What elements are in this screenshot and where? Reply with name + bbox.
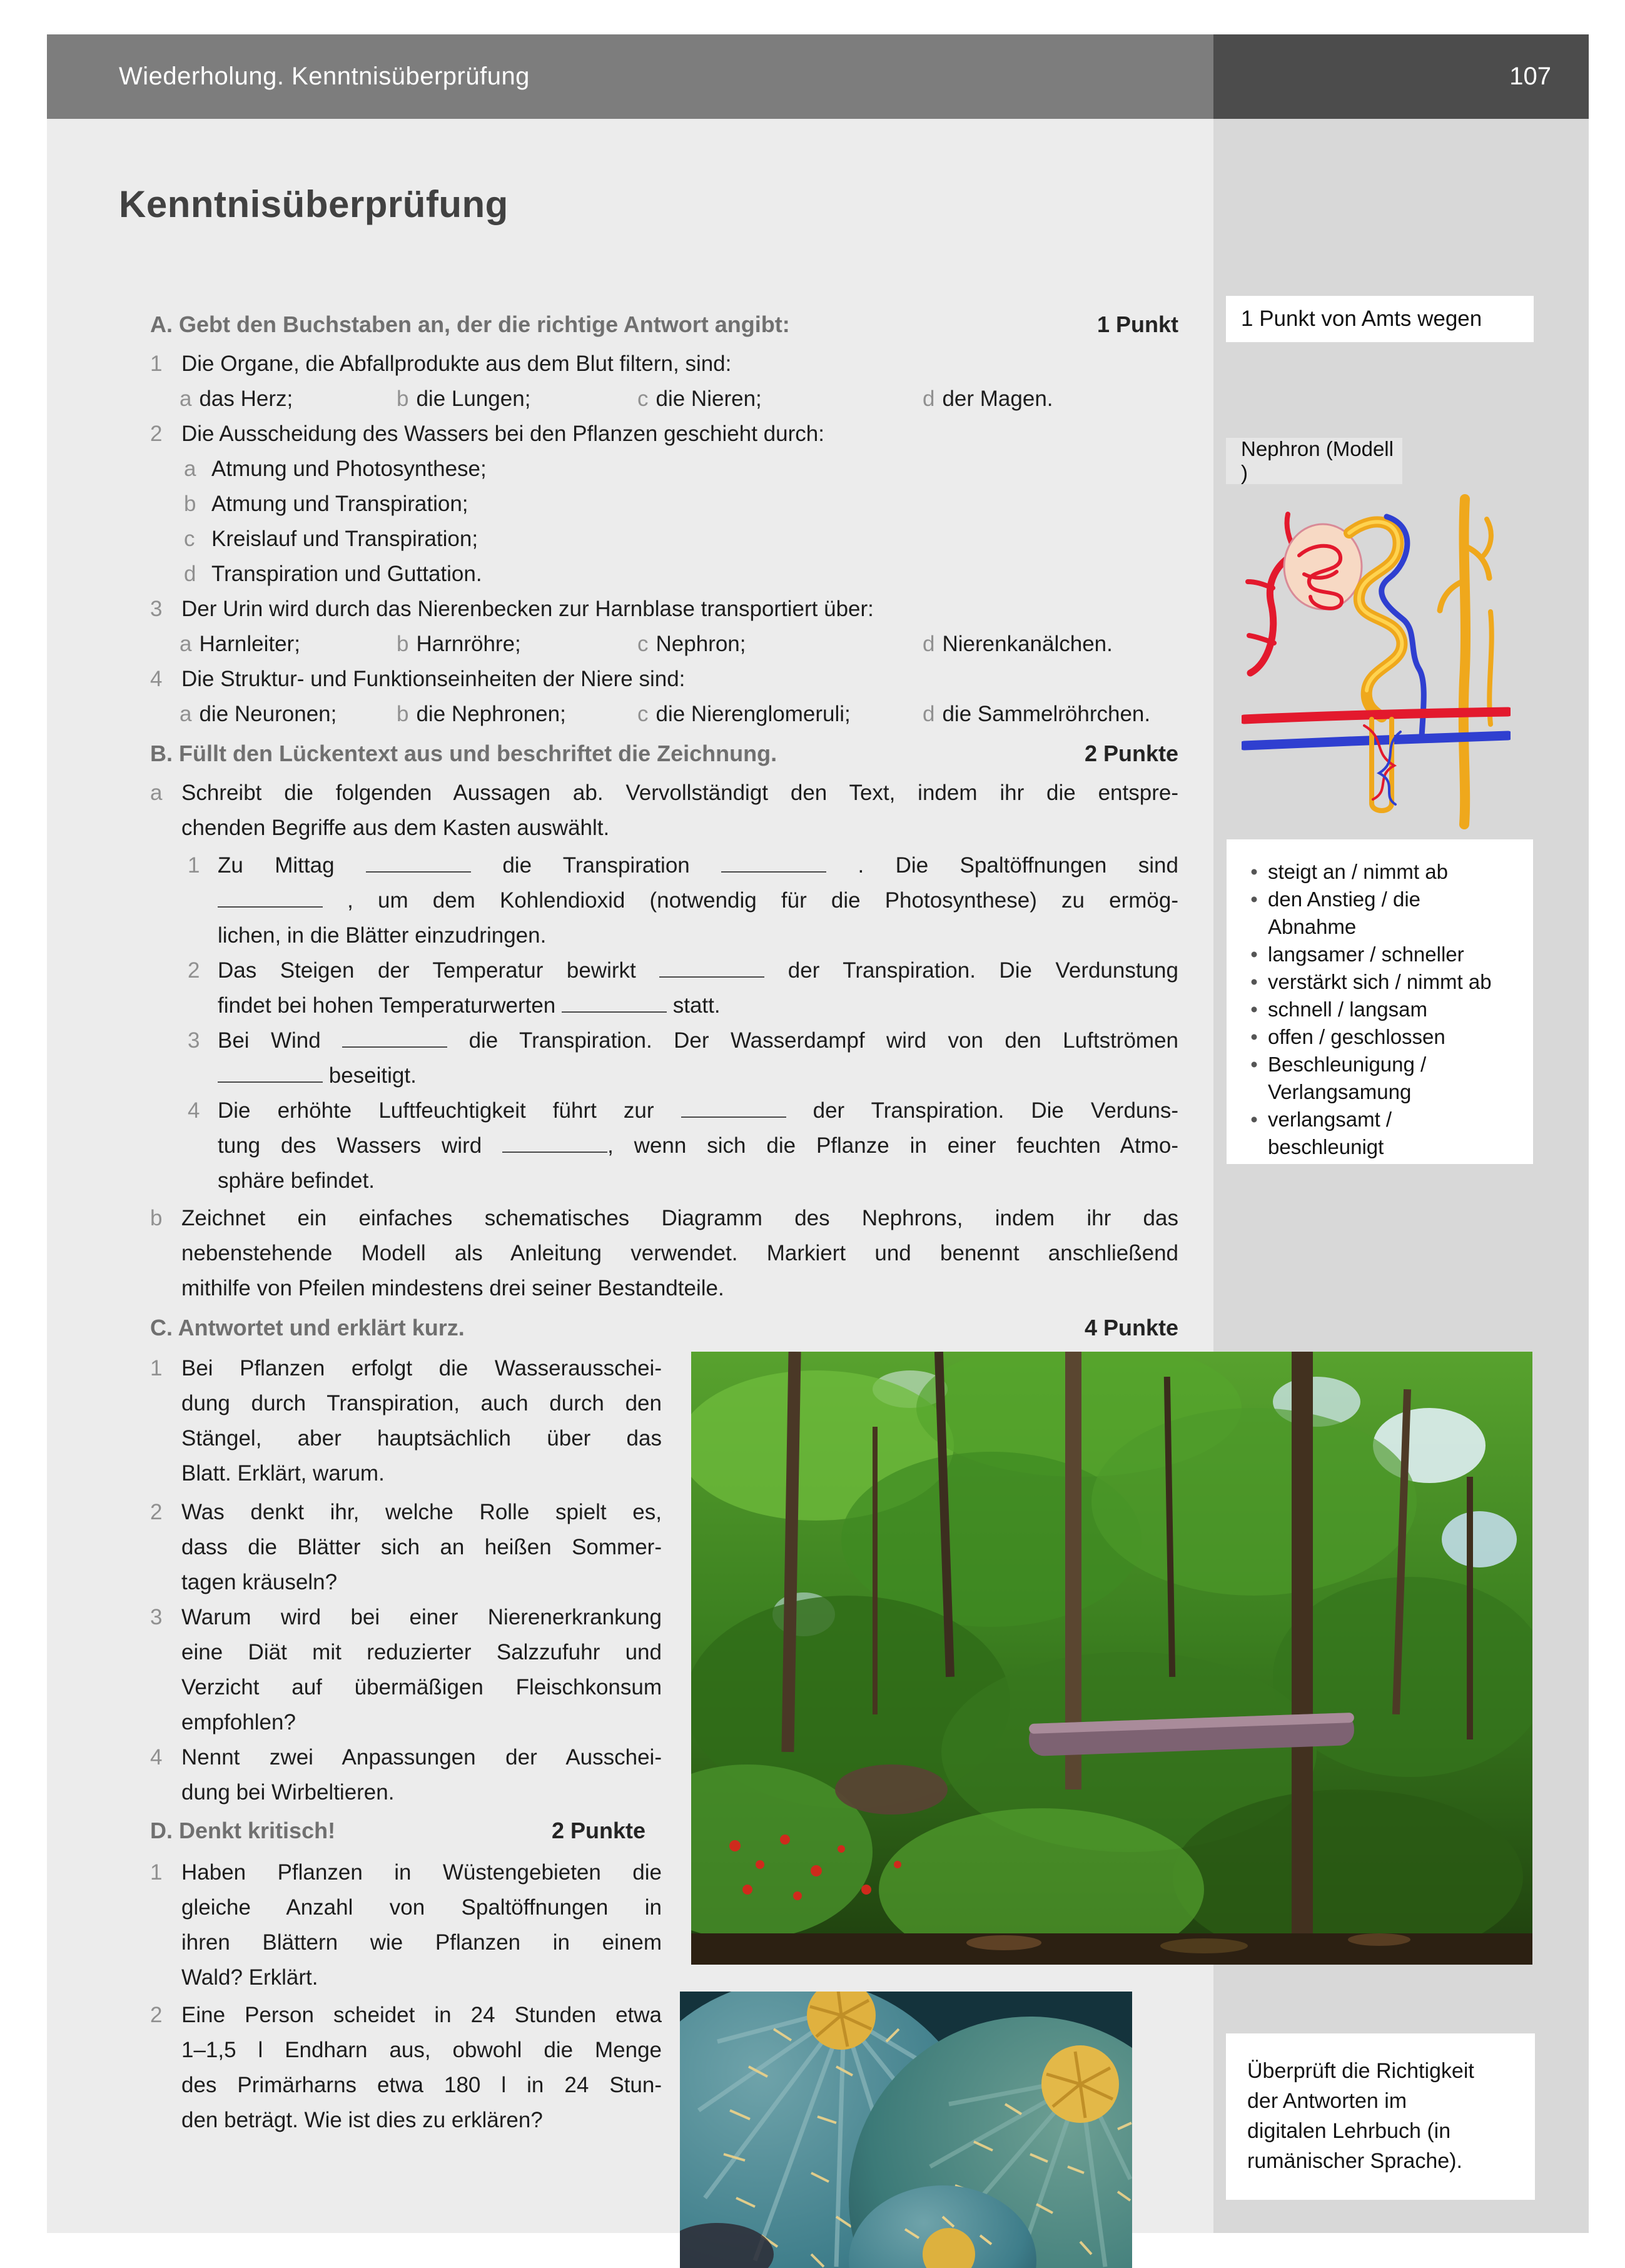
task-b-draw — [150, 1201, 1178, 1306]
digital-check-note — [1226, 2033, 1535, 2200]
question-a1 — [150, 347, 1178, 382]
question-number: 1 — [150, 352, 163, 376]
question-text: Die Struktur- und Funktionseinheiten der Niere sind: — [181, 667, 686, 691]
option-a: a das Herz; — [180, 387, 293, 411]
word-bank-item — [1240, 858, 1521, 886]
question-number: 2 — [150, 422, 163, 446]
item-text — [218, 1023, 1178, 1093]
page-header-band — [47, 34, 1589, 119]
option-marker: c — [637, 632, 649, 656]
fill-in-blank — [218, 1060, 323, 1083]
item-text — [218, 848, 1178, 953]
item-marker: 4 — [188, 1098, 200, 1123]
option-marker: b — [397, 632, 409, 656]
option-marker: d — [184, 562, 196, 586]
option-marker: b — [397, 702, 409, 726]
word-bank-text — [1268, 996, 1427, 1023]
text-line: Verzicht auf übermäßigen Fleischkonsum — [181, 1675, 662, 1699]
text-line: des Primärharns etwa 180 l in 24 Stun- — [181, 2073, 662, 2097]
question-number: 3 — [150, 597, 163, 621]
options-row — [180, 627, 1178, 662]
word-bank-text — [1268, 858, 1448, 886]
text-line: Abnahme — [1268, 915, 1357, 938]
text-line: verstärkt sich / nimmt ab — [1268, 970, 1492, 993]
text-line: rumänischer Sprache). — [1247, 2149, 1462, 2173]
word-bank-item — [1240, 968, 1521, 996]
text-line: digitalen Lehrbuch (in — [1247, 2119, 1451, 2143]
option: c Kreislauf und Transpiration; — [184, 522, 1178, 557]
section-a-points: 1 Punkt — [1096, 311, 1178, 337]
nephron-diagram-svg — [1242, 487, 1511, 829]
section-c-heading: C. Antwortet und erklärt kurz. — [150, 1315, 465, 1340]
nephron-model-label: Nephron (Modell ) — [1226, 438, 1402, 484]
question-a4 — [150, 662, 1178, 697]
word-bank-item — [1240, 1051, 1521, 1106]
item-marker: 2 — [188, 958, 200, 983]
section-b-points: 2 Punkte — [1084, 741, 1178, 766]
fill-in-blank — [562, 990, 667, 1013]
gap-text-item-4 — [150, 1093, 1178, 1198]
word-bank-item — [1240, 1106, 1521, 1161]
question-a4-options — [150, 697, 1178, 732]
option-d: d der Magen. — [923, 387, 1053, 411]
option-b: b die Lungen; — [397, 387, 531, 411]
option-marker: d — [923, 387, 935, 411]
question-a2-option-d — [150, 557, 1178, 592]
option-d: d Nierenkanälchen. — [923, 632, 1113, 656]
option-c: c die Nieren; — [637, 387, 762, 411]
question-number: 1 — [150, 1860, 163, 1885]
fill-in-blank — [502, 1130, 607, 1153]
word-bank-text — [1268, 1051, 1426, 1106]
forest-photo — [691, 1352, 1532, 1965]
text-line: , um dem Kohlendioxid (notwendig für die Photosynthese) zu ermög- — [218, 883, 1178, 918]
question-text: Die Organe, die Abfallprodukte aus dem Blut filtern, sind: — [181, 352, 732, 376]
item-text — [181, 1201, 1178, 1306]
text-line: den beträgt. Wie ist dies zu erklären? — [181, 2108, 543, 2132]
cactus-photo — [680, 1992, 1132, 2268]
option-marker: a — [180, 702, 192, 726]
text-line: Haben Pflanzen in Wüstengebieten die — [181, 1860, 662, 1885]
page-number: 107 — [1509, 63, 1551, 90]
word-bank-text — [1268, 941, 1464, 968]
option-marker: c — [637, 702, 649, 726]
text-line: Stängel, aber hauptsächlich über das — [181, 1426, 662, 1450]
item-text — [218, 1093, 1178, 1198]
bullet-icon: • — [1250, 998, 1258, 1021]
text-line: Zu Mittag die Transpiration . Die Spaltöffnungen sind — [218, 848, 1178, 883]
word-bank-item — [1240, 941, 1521, 968]
text-line: Bei Pflanzen erfolgt die Wasserausschei- — [181, 1356, 662, 1380]
question-text — [181, 1740, 662, 1810]
bullet-icon: • — [1250, 888, 1258, 911]
option-marker: a — [184, 457, 196, 481]
text-line: tung des Wassers wird , wenn sich die Pflanze in einer feuchten Atmo- — [218, 1128, 1178, 1163]
section-d-header — [150, 1818, 645, 1844]
section-d-points: 2 Punkte — [551, 1818, 645, 1843]
text-line: beseitigt. — [218, 1058, 1178, 1093]
text-line: den Anstieg / die — [1268, 888, 1421, 911]
question-a2-option-a — [150, 452, 1178, 487]
breadcrumb: Wiederholung. Kenntnisüberprüfung — [119, 63, 530, 90]
text-line: chenden Begriffe aus dem Kasten auswählt. — [181, 816, 610, 840]
question-text: Der Urin wird durch das Nierenbecken zur Harnblase transportiert über: — [181, 597, 874, 621]
question-text: Die Ausscheidung des Wassers bei den Pflanzen geschieht durch: — [181, 422, 824, 446]
bullet-icon: • — [1250, 860, 1258, 883]
question-a3-options — [150, 627, 1178, 662]
question-2 — [150, 1998, 662, 2138]
text-line: dass die Blätter sich an heißen Sommer- — [181, 1535, 662, 1559]
option-marker: a — [180, 632, 192, 656]
text-line: Schreibt die folgenden Aussagen ab. Vervollständigt den Text, indem ihr die entspre- — [181, 781, 1178, 805]
official-point-note: 1 Punkt von Amts wegen — [1226, 296, 1534, 342]
text-line: Beschleunigung / — [1268, 1053, 1427, 1076]
fill-in-blank — [218, 884, 323, 908]
text-line: Nennt zwei Anpassungen der Ausschei- — [181, 1745, 662, 1769]
text-line: gleiche Anzahl von Spaltöffnungen in — [181, 1895, 662, 1920]
option-marker: b — [184, 492, 196, 516]
word-bank-text — [1268, 886, 1420, 941]
option-marker: d — [923, 702, 935, 726]
text-line: schnell / langsam — [1268, 998, 1427, 1021]
question-text — [181, 1855, 662, 1995]
question-a1-options — [150, 382, 1178, 417]
text-line: dung bei Wirbeltieren. — [181, 1780, 395, 1805]
option-a: a die Neuronen; — [180, 702, 337, 726]
question-number: 4 — [150, 1745, 163, 1769]
question-text — [181, 1600, 662, 1740]
option: b Atmung und Transpiration; — [184, 487, 1178, 522]
question-number: 2 — [150, 1500, 163, 1524]
word-bank-box — [1227, 839, 1533, 1164]
options-row — [180, 382, 1178, 417]
item-marker: 1 — [188, 853, 200, 878]
page-title: Kenntnisüberprüfung — [119, 183, 509, 225]
section-a-heading: A. Gebt den Buchstaben an, der die richtige Antwort angibt: — [150, 311, 790, 337]
text-line: langsamer / schneller — [1268, 943, 1464, 966]
question-4 — [150, 1740, 662, 1810]
word-bank-item — [1240, 886, 1521, 941]
text-line: sphäre befindet. — [218, 1168, 375, 1193]
word-bank-text — [1268, 1106, 1392, 1161]
question-number: 3 — [150, 1605, 163, 1629]
large-tree-trunk — [1292, 1352, 1313, 1965]
question-1 — [150, 1351, 662, 1491]
option: a Atmung und Photosynthese; — [184, 452, 1178, 487]
question-text — [181, 1495, 662, 1600]
option-marker: c — [184, 527, 195, 551]
section-d-heading: D. Denkt kritisch! — [150, 1818, 336, 1843]
option-b: b Harnröhre; — [397, 632, 521, 656]
section-c-points: 4 Punkte — [1084, 1315, 1178, 1340]
item-text — [181, 776, 1178, 846]
option-b: b die Nephronen; — [397, 702, 566, 726]
question-3 — [150, 1600, 662, 1740]
gap-text-item-1 — [150, 848, 1178, 953]
options-row — [180, 697, 1178, 732]
option-marker: c — [637, 387, 649, 411]
question-2 — [150, 1495, 662, 1600]
option-marker: b — [397, 387, 409, 411]
option-marker: a — [180, 387, 192, 411]
text-line: Blatt. Erklärt, warum. — [181, 1461, 385, 1486]
section-c-header — [150, 1315, 1178, 1341]
text-line: tagen kräuseln? — [181, 1570, 338, 1594]
question-a2 — [150, 417, 1178, 452]
text-line: Eine Person scheidet in 24 Stunden etwa — [181, 2003, 662, 2027]
fill-in-blank — [721, 849, 826, 873]
question-a3 — [150, 592, 1178, 627]
question-number: 4 — [150, 667, 163, 691]
bullet-icon: • — [1250, 1025, 1258, 1048]
bullet-icon: • — [1250, 943, 1258, 966]
option: d Transpiration und Guttation. — [184, 557, 1178, 592]
text-line: ihren Blättern wie Pflanzen in einem — [181, 1930, 662, 1955]
question-a2-option-c — [150, 522, 1178, 557]
text-line: Wald? Erklärt. — [181, 1965, 318, 1990]
question-1 — [150, 1855, 662, 1995]
text-line: der Antworten im — [1247, 2089, 1407, 2113]
bullet-icon: • — [1250, 1108, 1258, 1131]
text-line: Das Steigen der Temperatur bewirkt der Transpiration. Die Verdunstung — [218, 953, 1178, 988]
text-line: beschleunigt — [1268, 1135, 1384, 1158]
bullet-icon: • — [1250, 1053, 1258, 1076]
text-line: verlangsamt / — [1268, 1108, 1392, 1131]
fill-in-blank — [681, 1095, 786, 1118]
word-bank-text — [1268, 1023, 1445, 1051]
text-line: empfohlen? — [181, 1710, 296, 1734]
option-marker: d — [923, 632, 935, 656]
section-a-header — [150, 311, 1178, 338]
text-line: 1–1,5 l Endharn aus, obwohl die Menge — [181, 2038, 662, 2062]
text-line: Bei Wind die Transpiration. Der Wasserdampf wird von den Luftströmen — [218, 1023, 1178, 1058]
task-b-intro — [150, 776, 1178, 846]
question-text — [181, 1351, 662, 1491]
text-line: Warum wird bei einer Nierenerkrankung — [181, 1605, 662, 1629]
option-c: c die Nierenglomeruli; — [637, 702, 851, 726]
section-b-header — [150, 741, 1178, 767]
fill-in-blank — [342, 1025, 447, 1048]
option-c: c Nephron; — [637, 632, 746, 656]
nephron-model-figure — [1242, 487, 1511, 829]
text-line: mithilfe von Pfeilen mindestens drei seiner Bestandteile. — [181, 1276, 724, 1300]
text-line: steigt an / nimmt ab — [1268, 860, 1448, 883]
text-line: eine Diät mit reduzierter Salzzufuhr und — [181, 1640, 662, 1664]
text-line: Überprüft die Richtigkeit — [1247, 2059, 1474, 2083]
text-line: findet bei hohen Temperaturwerten statt. — [218, 988, 1178, 1023]
text-line: Die erhöhte Luftfeuchtigkeit führt zur der Transpiration. Die Verduns- — [218, 1093, 1178, 1128]
word-bank-item — [1240, 1023, 1521, 1051]
bullet-icon: • — [1250, 970, 1258, 993]
forest-photo-svg — [691, 1352, 1532, 1965]
text-line: Verlangsamung — [1268, 1080, 1412, 1103]
text-line: offen / geschlossen — [1268, 1025, 1445, 1048]
question-a2-option-b — [150, 487, 1178, 522]
question-number: 1 — [150, 1356, 163, 1380]
text-line: Zeichnet ein einfaches schematisches Diagramm des Nephrons, indem ihr das — [181, 1206, 1178, 1230]
question-text — [181, 1998, 662, 2138]
item-text — [218, 953, 1178, 1023]
word-bank-item — [1240, 996, 1521, 1023]
word-bank-text — [1268, 968, 1492, 996]
item-marker: a — [150, 781, 163, 805]
text-line: nebenstehende Modell als Anleitung verwendet. Markiert und benennt anschließend — [181, 1241, 1178, 1265]
fill-in-blank — [366, 849, 471, 873]
item-marker: b — [150, 1206, 163, 1230]
option-d: d die Sammelröhrchen. — [923, 702, 1151, 726]
gap-text-item-3 — [150, 1023, 1178, 1093]
text-line: lichen, in die Blätter einzudringen. — [218, 923, 547, 948]
section-b-heading: B. Füllt den Lückentext aus und beschriftet die Zeichnung. — [150, 741, 777, 766]
cactus-photo-svg — [680, 1992, 1132, 2268]
fill-in-blank — [659, 954, 764, 978]
text-line: dung durch Transpiration, auch durch den — [181, 1391, 662, 1415]
question-number: 2 — [150, 2003, 163, 2027]
text-line: Was denkt ihr, welche Rolle spielt es, — [181, 1500, 662, 1524]
gap-text-item-2 — [150, 953, 1178, 1023]
item-marker: 3 — [188, 1028, 200, 1053]
option-a: a Harnleiter; — [180, 632, 300, 656]
